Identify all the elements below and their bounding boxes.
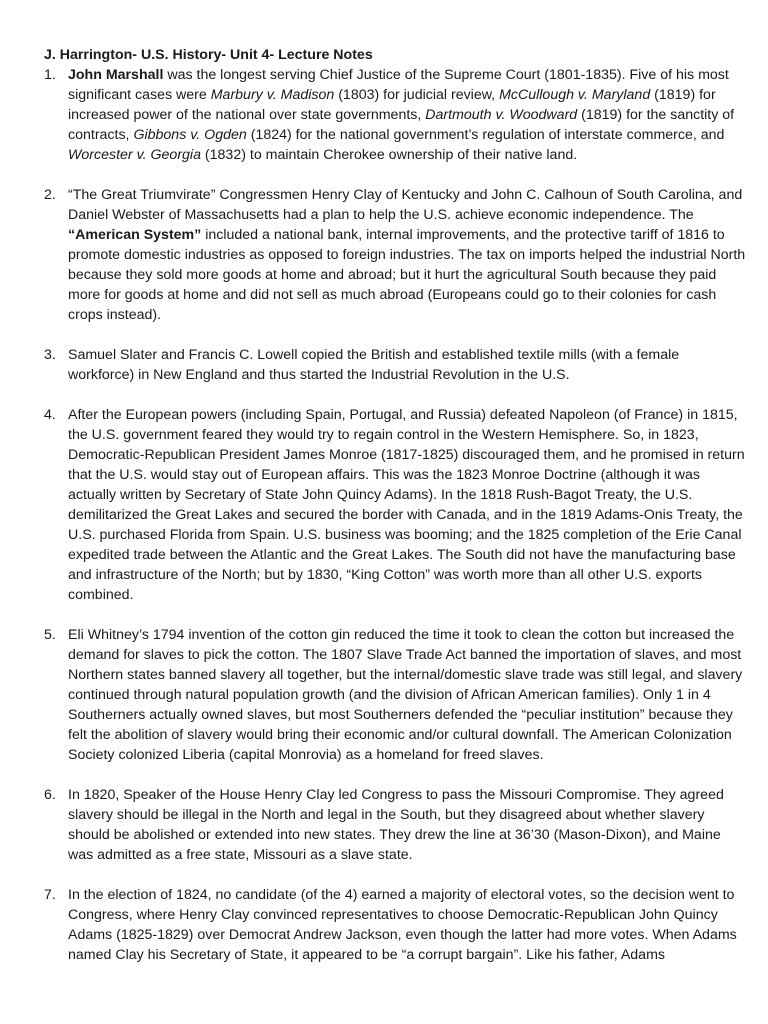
note-text-segment: In 1820, Speaker of the House Henry Clay led Congress to pass the Missouri Compromise. They agreed slavery should be illegal in the North and legal in the South, but they disagreed about whether slavery should be abolished or extended into new states. They drew the line at 36’30 (Mason-Dixon), and Maine was admitted as a free state, Missouri as a slave state. bbox=[68, 787, 724, 863]
document-title: J. Harrington- U.S. History- Unit 4- Lecture Notes bbox=[44, 47, 373, 63]
note-text-segment: Samuel Slater and Francis C. Lowell copied the British and established textile mills (with a female workforce) in New England and thus started the Industrial Revolution in the U.S. bbox=[68, 347, 680, 383]
note-text bbox=[68, 67, 734, 163]
note-number: 4. bbox=[44, 407, 56, 423]
note-text-segment: (1824) for the national government’s regulation of interstate commerce, and bbox=[246, 127, 725, 143]
lecture-notes-list bbox=[44, 65, 746, 965]
note-text-segment: (1803) for judicial review, bbox=[334, 87, 500, 103]
note-text-segment: After the European powers (including Spain, Portugal, and Russia) defeated Napoleon (of France) in 1815, the U.S. government feared they would try to regain control in the Western Hemisphere. So, in 1823, Democratic-Republican President James Monroe (1817-1825) discouraged them, and he promised in return that the U.S. would stay out of European affairs. This was the 1823 Monroe Doctrine (although it was actually written by Secretary of State John Quincy Adams). In the 1818 Rush-Bagot Treaty, the U.S. demilitarized the Great Lakes and secured the border with Canada, and in the 1819 Adams-Onis Treaty, the U.S. purchased Florida from Spain. U.S. business was booming; and the 1825 completion of the Erie Canal expedited trade between the Atlantic and the Great Lakes. The South did not have the manufacturing base and infrastructure of the North; but by 1830, “King Cotton” was worth more than all other U.S. exports combined. bbox=[68, 407, 745, 603]
note-text-segment: (1819) for increased power of the national over state governments, bbox=[68, 87, 716, 123]
note-number: 7. bbox=[44, 887, 56, 903]
note-text bbox=[68, 407, 745, 603]
note-text bbox=[68, 887, 737, 963]
note-text-italic-segment: Marbury v. Madison bbox=[210, 87, 335, 103]
note-text-italic-segment: McCullough v. Maryland bbox=[499, 87, 651, 103]
note-item bbox=[44, 885, 746, 965]
note-text-segment: (1832) to maintain Cherokee ownership of their native land. bbox=[200, 147, 578, 163]
note-text-italic-segment: Gibbons v. Ogden bbox=[133, 127, 247, 143]
note-text-bold-segment: John Marshall bbox=[68, 67, 164, 83]
note-number: 5. bbox=[44, 627, 56, 643]
note-number: 6. bbox=[44, 787, 56, 803]
note-text bbox=[68, 787, 724, 863]
note-item bbox=[44, 785, 746, 865]
note-item bbox=[44, 345, 746, 385]
note-text bbox=[68, 347, 679, 383]
note-text-segment: In the election of 1824, no candidate (of the 4) earned a majority of electoral votes, so the decision went to Congress, where Henry Clay convinced representatives to choose Democratic-Republican John Quincy Adams (1825-1829) over Democrat Andrew Jackson, even though the latter had more votes. When Adams named Clay his Secretary of State, it appeared to be “a corrupt bargain”. Like his father, Adams bbox=[68, 887, 737, 963]
note-item bbox=[44, 625, 746, 765]
note-number: 1. bbox=[44, 67, 56, 83]
note-text-segment: included a national bank, internal improvements, and the protective tariff of 1816 to promote domestic industries as opposed to foreign industries. The tax on imports helped the industrial North because they sold more goods at home and abroad; but it hurt the agricultural South because they paid more for goods at home and did not sell as much abroad (Europeans could go to their colonies for cash crops instead). bbox=[68, 227, 746, 323]
note-item bbox=[44, 65, 746, 165]
note-text bbox=[68, 187, 745, 323]
note-text-segment: “The Great Triumvirate” Congressmen Henry Clay of Kentucky and John C. Calhoun of South Carolina, and Daniel Webster of Massachusetts had a plan to help the U.S. achieve economic independence. The bbox=[68, 187, 743, 223]
note-number: 2. bbox=[44, 187, 56, 203]
note-text-italic-segment: Dartmouth v. Woodward bbox=[425, 107, 578, 123]
note-text-segment: (1819) for the sanctity of contracts, bbox=[68, 107, 735, 143]
note-text-italic-segment: Worcester v. Georgia bbox=[68, 147, 201, 163]
note-text bbox=[68, 627, 742, 763]
note-item bbox=[44, 185, 746, 325]
note-text-segment: Eli Whitney’s 1794 invention of the cotton gin reduced the time it took to clean the cotton but increased the demand for slaves to pick the cotton. The 1807 Slave Trade Act banned the importation of slaves, and most Northern states banned slavery all together, but the internal/domestic slave trade was still legal, and slavery continued through natural population growth (and the division of African American families). Only 1 in 4 Southerners actually owned slaves, but most Southerners defended the “peculiar institution” because they felt the abolition of slavery would bring their economic and/or cultural downfall. The American Colonization Society colonized Liberia (capital Monrovia) as a homeland for freed slaves. bbox=[68, 627, 743, 763]
note-text-bold-segment: “American System” bbox=[68, 227, 202, 243]
note-number: 3. bbox=[44, 347, 56, 363]
note-item bbox=[44, 405, 746, 605]
note-text-segment: was the longest serving Chief Justice of the Supreme Court (1801-1835). Five of his most significant cases were bbox=[68, 67, 729, 103]
